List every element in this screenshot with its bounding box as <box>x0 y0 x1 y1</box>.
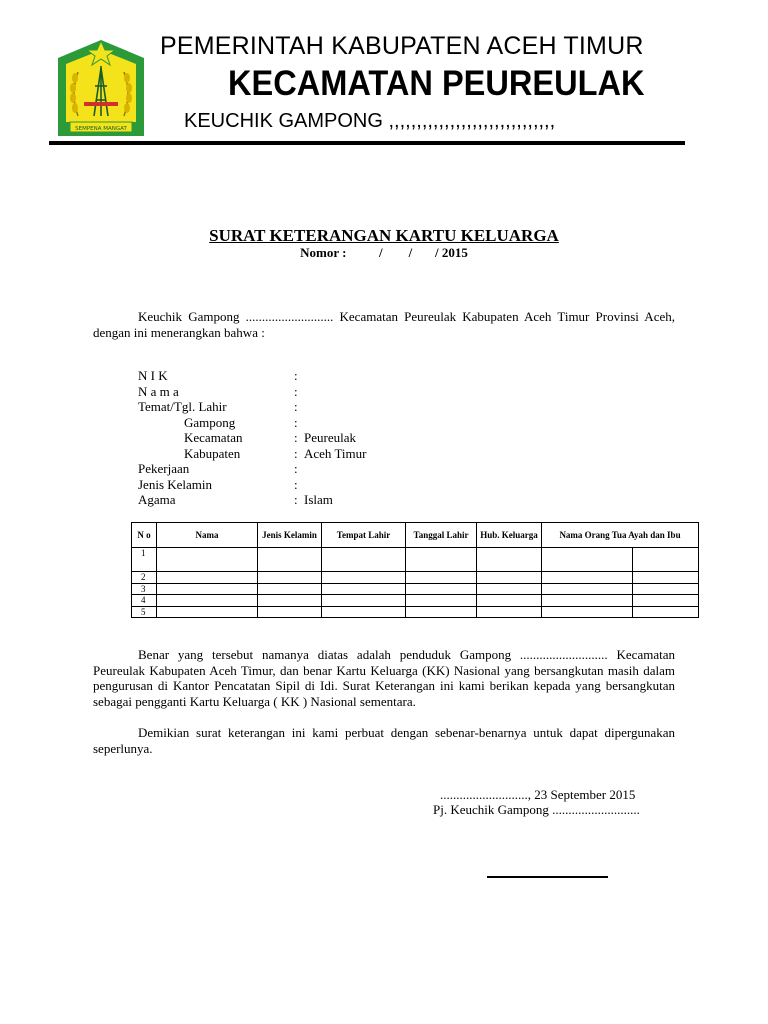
document-number: Nomor : / / / 2015 <box>300 245 468 260</box>
field-colon: : <box>294 414 298 430</box>
header-tanggal-lahir: Tanggal Lahir <box>406 523 477 548</box>
field-label: N I K <box>138 368 168 383</box>
field-value: Islam <box>304 492 333 507</box>
field-label: Temat/Tgl. Lahir <box>138 399 227 414</box>
letterhead-divider <box>49 141 685 145</box>
header-jenis-kelamin: Jenis Kelamin <box>258 523 322 548</box>
table-cell <box>322 548 406 572</box>
field-label: Jenis Kelamin <box>138 476 213 492</box>
table-row <box>132 583 699 595</box>
table-header-row <box>132 523 699 548</box>
field-label: Agama <box>138 492 176 507</box>
signature-date: ..........................., 23 September 2015 <box>440 787 636 802</box>
table-cell <box>258 606 322 618</box>
field-label: Kabupaten <box>184 445 241 461</box>
closing-paragraph: Demikian surat keterangan ini kami perbuat dengan sebenar-benarnya untuk dapat dipergunakan seperlunya. <box>93 725 675 756</box>
table-cell <box>633 583 699 595</box>
table-cell <box>477 606 542 618</box>
letterhead-district: KECAMATAN PEUREULAK <box>228 64 645 103</box>
table-cell <box>157 595 258 607</box>
field-colon: : <box>294 492 298 507</box>
field-colon: : <box>294 461 298 476</box>
table-cell <box>633 572 699 584</box>
field-colon: : <box>294 430 298 445</box>
table-cell <box>322 595 406 607</box>
intro-paragraph: Keuchik Gampong ........................... Kecamatan Peureulak Kabupaten Aceh Timur Provinsi Aceh, dengan ini menerangkan bahwa : <box>93 309 675 340</box>
table-cell <box>633 548 699 572</box>
row-number: 5 <box>132 606 157 618</box>
table-cell <box>542 606 633 618</box>
table-row <box>132 572 699 584</box>
letterhead-government: PEMERINTAH KABUPATEN ACEH TIMUR <box>160 32 644 60</box>
table-row <box>132 548 699 572</box>
header-orang-tua: Nama Orang Tua Ayah dan Ibu <box>542 523 699 548</box>
field-value: Peureulak <box>304 430 356 445</box>
table-cell <box>633 595 699 607</box>
field-label: Pekerjaan <box>138 461 190 476</box>
table-cell <box>322 606 406 618</box>
table-cell <box>542 595 633 607</box>
table-cell <box>406 595 477 607</box>
field-value: Aceh Timur <box>304 445 367 461</box>
table-cell <box>322 583 406 595</box>
row-number: 2 <box>132 572 157 584</box>
field-colon: : <box>294 445 298 461</box>
table-cell <box>542 583 633 595</box>
table-cell <box>477 548 542 572</box>
table-cell <box>157 583 258 595</box>
table-cell <box>477 572 542 584</box>
table-cell <box>477 595 542 607</box>
letterhead-village-head: KEUCHIK GAMPONG ,,,,,,,,,,,,,,,,,,,,,,,,,,,,,, <box>184 110 556 132</box>
table-cell <box>542 548 633 572</box>
table-cell <box>406 548 477 572</box>
table-cell <box>258 583 322 595</box>
table-cell <box>633 606 699 618</box>
header-tempat-lahir: Tempat Lahir <box>322 523 406 548</box>
row-number: 3 <box>132 583 157 595</box>
table-row <box>132 606 699 618</box>
table-cell <box>322 572 406 584</box>
table-cell <box>157 572 258 584</box>
field-colon: : <box>294 399 298 414</box>
table-cell <box>542 572 633 584</box>
table-cell <box>157 606 258 618</box>
field-label: Kecamatan <box>184 430 243 445</box>
table-cell <box>406 583 477 595</box>
table-cell <box>406 606 477 618</box>
document-title: SURAT KETERANGAN KARTU KELUARGA <box>209 226 559 245</box>
header-no: N o <box>132 523 157 548</box>
field-colon: : <box>294 368 298 383</box>
row-number: 4 <box>132 595 157 607</box>
family-members-table <box>131 522 699 618</box>
table-cell <box>258 595 322 607</box>
aceh-timur-emblem <box>48 36 154 142</box>
table-cell <box>477 583 542 595</box>
field-colon: : <box>294 383 298 399</box>
table-cell <box>406 572 477 584</box>
signature-line <box>487 876 608 878</box>
header-nama: Nama <box>157 523 258 548</box>
field-label: N a m a <box>138 383 179 399</box>
row-number: 1 <box>132 548 157 572</box>
table-cell <box>258 572 322 584</box>
emblem-ribbon-text: SEMPENA MANGAT <box>75 126 127 132</box>
table-cell <box>157 548 258 572</box>
header-hub-keluarga: Hub. Keluarga <box>477 523 542 548</box>
table-cell <box>258 548 322 572</box>
table-row <box>132 595 699 607</box>
field-colon: : <box>294 476 298 492</box>
field-label: Gampong <box>184 414 236 430</box>
statement-paragraph: Benar yang tersebut namanya diatas adalah penduduk Gampong ........................... Kecamatan Peureulak Kabupaten Aceh Timur, dan benar Kartu Keluarga (KK) Nasional yang bersangkutan masih dalam pengurusan di Kantor Pencatatan Sipil di Idi. Surat Keterangan ini kami berikan kepada yang bersangkutan sebagai pengganti Kartu Keluarga ( KK ) Nasional sementara. <box>93 647 675 709</box>
signature-title: Pj. Keuchik Gampong ........................... <box>433 802 640 817</box>
